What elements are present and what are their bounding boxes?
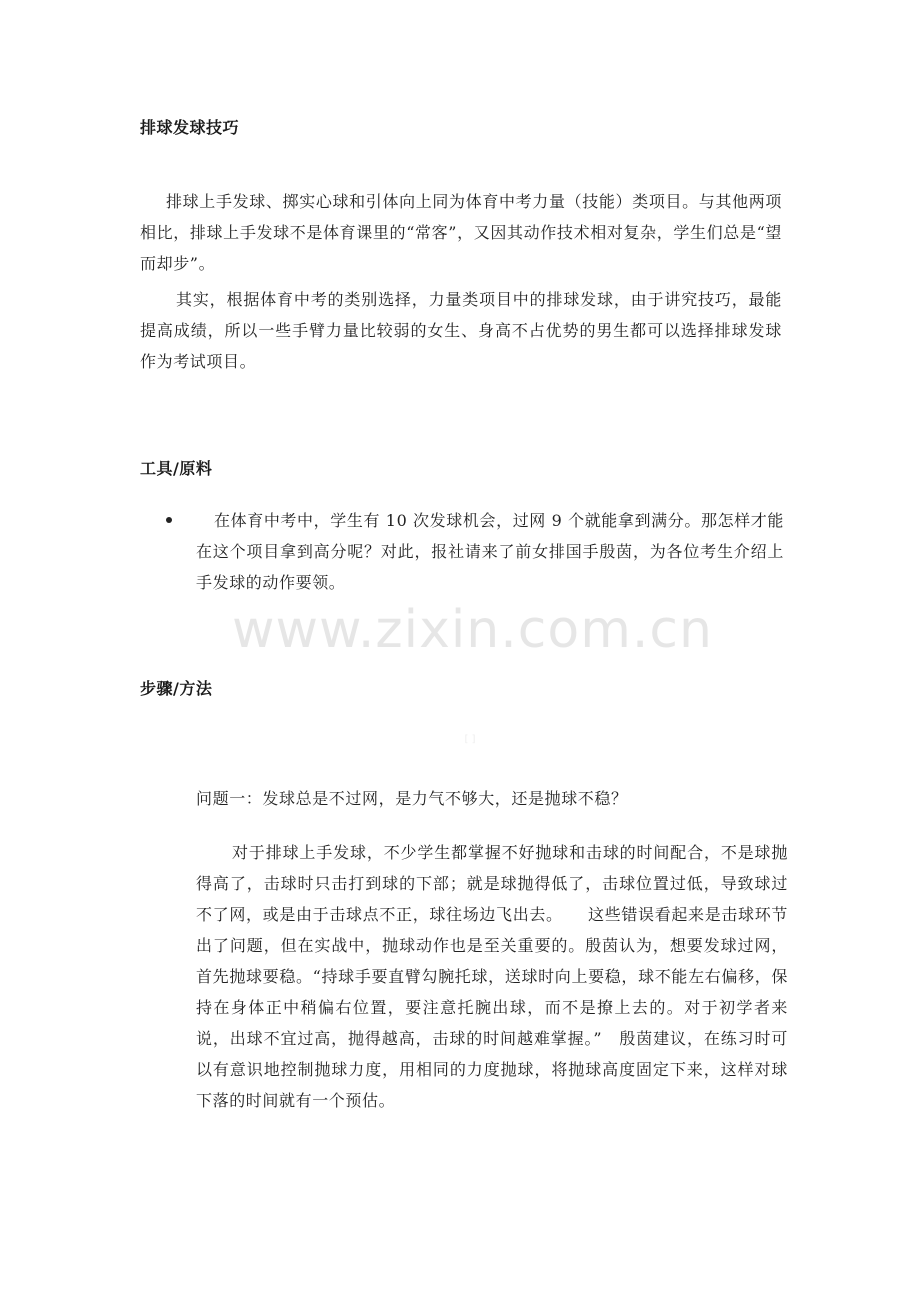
question-1: 问题一：发球总是不过网，是力气不够大，还是抛球不稳？ — [196, 789, 628, 808]
intro-paragraph-2: 其实，根据体育中考的类别选择，力量类项目中的排球发球，由于讲究技巧，最能提高成绩，所以一些手臂力量比较弱的女生、身高不占优势的男生都可以选择排球发球作为考试项目。 — [140, 290, 782, 371]
watermark: www.zixin.com.cn — [232, 600, 713, 660]
tools-heading: 工具/原料 — [140, 459, 213, 478]
bullet-icon — [166, 517, 172, 523]
answer-1-paragraph: 对于排球上手发球，不少学生都掌握不好抛球和击球的时间配合，不是球抛得高了，击球时只击打到球的下部；就是球抛得低了，击球位置过低，导致球过不了网，或是由于击球点不正，球往场边飞出去。 这些错误看起来是击球环节出了问题，但在实战中，抛球动作也是至关重要的。殷茵认为，想要发球过网，首先抛球要稳。“持球手要直臂勾腕托球，送球时向上要稳，球不能左右偏移，保持在身体正中稍偏右位置，要注意托腕出球，而不是撩上去的。对于初学者来说，出球不宜过高，抛得越高，击球的时间越难掌握。” 殷茵建议，在练习时可以有意识地控制抛球力度，用相同的力度抛球，将抛球高度固定下来，这样对球下落的时间就有一个预估。 — [196, 843, 788, 1110]
document-title: 排球发球技巧 — [140, 118, 240, 137]
image-placeholder-icon: [ ] — [464, 734, 476, 745]
steps-heading: 步骤/方法 — [140, 679, 213, 698]
intro-paragraph-1: 排球上手发球、掷实心球和引体向上同为体育中考力量（技能）类项目。与其他两项相比，排球上手发球不是体育课里的“常客”，又因其动作技术相对复杂，学生们总是“望而却步”。 — [140, 192, 782, 273]
tools-item-text: 在体育中考中，学生有 10 次发球机会，过网 9 个就能拿到满分。那怎样才能在这个项目拿到高分呢？对此，报社请来了前女排国手殷茵，为各位考生介绍上手发球的动作要领。 — [196, 511, 784, 592]
